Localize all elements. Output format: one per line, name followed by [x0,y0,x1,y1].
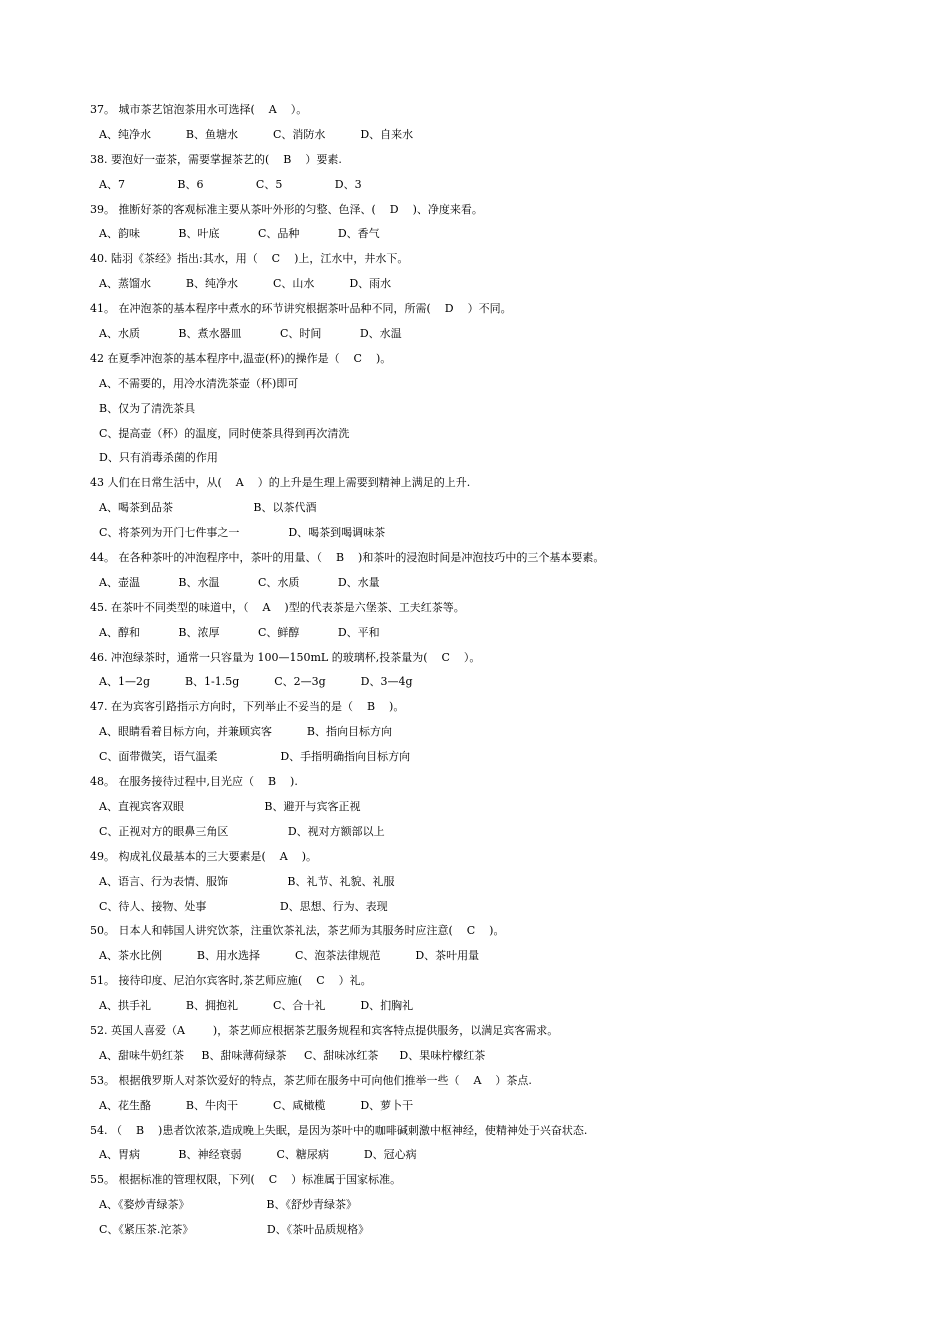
question-38: 38. 要泡好一壶茶，需要掌握茶艺的( B ）要素. [90,152,342,166]
question-list [0,98,950,1243]
options-43-ab: A、喝茶到品茶 B、以茶代酒 [99,501,317,515]
option-42-a: A、不需要的，用冷水清洗茶壶（杯)即可 [99,376,299,390]
option-42-b: B、仅为了清洗茶具 [99,401,196,415]
options-48-cd: C、正视对方的眼鼻三角区 D、视对方额部以上 [99,824,385,838]
question-43: 43 人们在日常生活中，从( A ）的上升是生理上需要到精神上满足的上升. [90,476,471,490]
options-55-ab: A、《婺炒青绿茶》 B、《舒炒青绿茶》 [99,1198,357,1212]
options-45: A、醇和 B、浓厚 C、鲜醇 D、平和 [99,625,380,639]
options-40: A、蒸馏水 B、纯净水 C、山水 D、雨水 [99,277,392,291]
question-52: 52. 英国人喜爱（A )，茶艺师应根据茶艺服务规程和宾客特点提供服务，以满足宾客需求。 [90,1023,559,1037]
options-49-cd: C、待人、接物、处事 D、思想、行为、表现 [99,899,388,913]
options-48-ab: A、直视宾客双眼 B、避开与宾客正视 [99,799,361,813]
question-53: 53。 根据俄罗斯人对茶饮爱好的特点，茶艺师在服务中可向他们推举一些（ A ）茶点. [90,1073,532,1087]
options-41: A、水质 B、煮水器皿 C、时间 D、水温 [99,327,402,341]
question-55: 55。 根据标准的管理权限，下列( C ）标准属于国家标准。 [90,1173,402,1187]
question-44: 44。 在各种茶叶的冲泡程序中，茶叶的用量、（ B )和茶叶的浸泡时间是冲泡技巧中的三个基本要素。 [90,551,605,565]
options-52: A、甜味牛奶红茶 B、甜味薄荷绿茶 C、甜味冰红茶 D、果味柠檬红茶 [99,1048,486,1062]
question-41: 41。 在冲泡茶的基本程序中煮水的环节讲究根据茶叶品种不同，所需( D ）不同。 [90,302,512,316]
question-50: 50。 日本人和韩国人讲究饮茶，注重饮茶礼法，茶艺师为其服务时应注意( C )。 [90,924,505,938]
options-49-ab: A、语言、行为表情、服饰 B、礼节、礼貌、礼服 [99,874,395,888]
options-43-cd: C、将茶列为开门七件事之一 D、喝茶到喝调味茶 [99,526,386,540]
options-47-cd: C、面带微笑，语气温柔 D、手指明确指向目标方向 [99,750,411,764]
question-40: 40. 陆羽《茶经》指出:其水，用（ C )上，江水中，井水下。 [90,252,409,266]
question-42: 42 在夏季冲泡茶的基本程序中,温壶(杯)的操作是（ C )。 [90,351,392,365]
options-55-cd: C、《紧压茶.沱茶》 D、《茶叶品质规格》 [99,1223,370,1237]
question-45: 45. 在茶叶不同类型的味道中，（ A )型的代表茶是六堡茶、工夫红茶等。 [90,600,465,614]
question-48: 48。 在服务接待过程中,目光应（ B ). [90,775,298,789]
options-39: A、韵味 B、叶底 C、品种 D、香气 [99,227,380,241]
question-39: 39。 推断好茶的客观标准主要从茶叶外形的匀整、色泽、( D )、净度来看。 [90,202,483,216]
options-44: A、壶温 B、水温 C、水质 D、水量 [99,575,380,589]
options-51: A、拱手礼 B、拥抱礼 C、合十礼 D、扪胸礼 [99,999,414,1013]
question-49: 49。 构成礼仪最基本的三大要素是( A )。 [90,849,317,863]
options-54: A、胃病 B、神经衰弱 C、糖尿病 D、冠心病 [99,1148,417,1162]
question-54: 54. （ B )患者饮浓茶,造成晚上失眠，是因为茶叶中的咖啡碱刺激中枢神经，使精神处于兴奋状态. [90,1123,588,1137]
options-46: A、1—2g B、1-1.5g C、2—3g D、3—4g [99,675,413,689]
question-37: 37。 城市茶艺馆泡茶用水可选择( A ）。 [90,103,308,116]
option-42-d: D、只有消毒杀菌的作用 [99,451,218,465]
option-42-c: C、提高壶（杯）的温度，同时使茶具得到再次清洗 [99,426,350,440]
options-37: A、纯净水 B、鱼塘水 C、消防水 D、自来水 [99,127,414,141]
options-47-ab: A、眼睛看着目标方向，并兼顾宾客 B、指向目标方向 [99,725,392,739]
options-53: A、花生酪 B、牛肉干 C、咸橄榄 D、萝卜干 [99,1098,414,1112]
options-38: A、7 B、6 C、5 D、3 [99,177,362,191]
question-51: 51。 接待印度、尼泊尔宾客时,茶艺师应施( C ）礼。 [90,974,372,988]
question-47: 47. 在为宾客引路指示方向时，下列举止不妥当的是（ B )。 [90,700,405,714]
options-50: A、茶水比例 B、用水选择 C、泡茶法律规范 D、茶叶用量 [99,949,480,963]
question-46: 46. 冲泡绿茶时，通常一只容量为 100—150mL 的玻璃杯,投茶量为( C ）。 [90,650,481,664]
